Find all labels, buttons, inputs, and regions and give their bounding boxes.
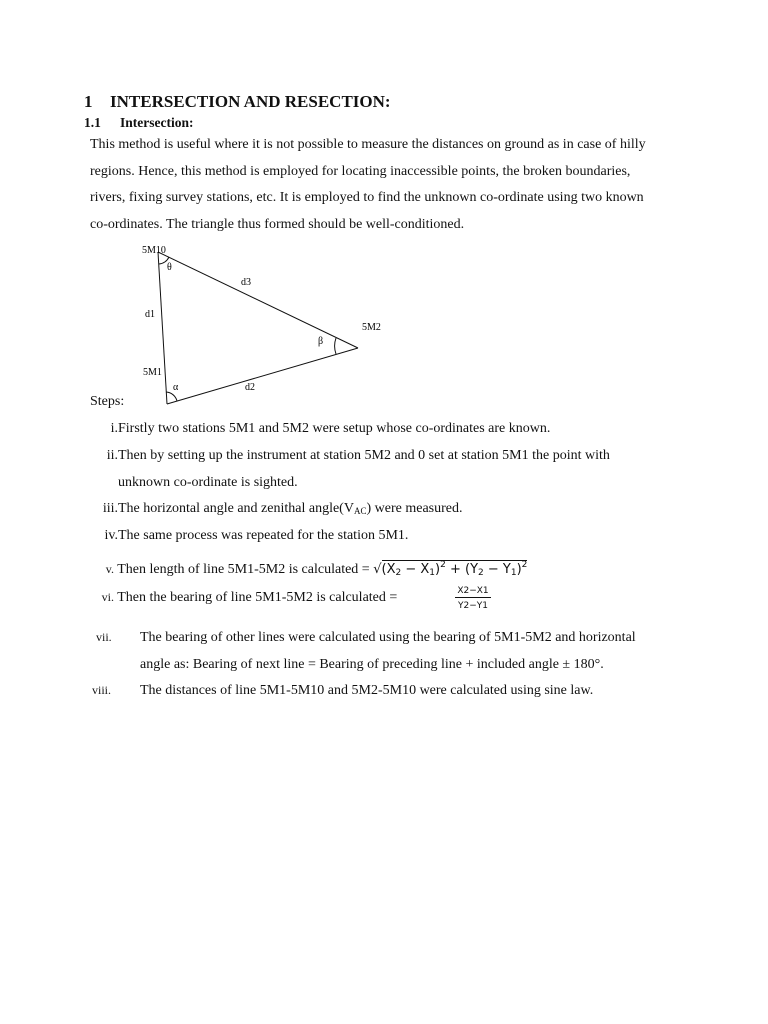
step-text-after: ) were measured. (366, 501, 463, 516)
step-subscript: AC (353, 506, 367, 516)
step-continuation: unknown co-ordinate is sighted. (118, 475, 298, 490)
step-numeral: viii. (92, 683, 112, 697)
side-label-d1: d1 (145, 309, 155, 320)
step-numeral: vi. (101, 590, 114, 604)
paragraph-line: rivers, fixing survey stations, etc. It is employed to find the unknown co-ordinate using two known (90, 190, 644, 205)
step-text: The horizontal angle and zenithal angle(V (118, 501, 354, 516)
side-d2-line (167, 348, 358, 404)
step-numeral: ii. (106, 448, 118, 463)
angle-label-theta: θ (167, 262, 172, 273)
step-numeral: iv. (104, 528, 118, 543)
paragraph-line: This method is useful where it is not possible to measure the distances on ground as in case of hilly (90, 137, 646, 152)
steps-label: Steps: (90, 394, 125, 409)
triangle-diagram (140, 242, 400, 407)
angle-alpha-arc (166, 392, 177, 401)
step-item (100, 448, 610, 464)
step-item (100, 590, 397, 606)
step-text: The same process was repeated for the station 5M1. (118, 528, 409, 543)
angle-beta-arc (335, 338, 336, 354)
step-numeral: i. (110, 421, 118, 436)
step-continuation: angle as: Bearing of next line = Bearing of preceding line + included angle ± 180°. (140, 657, 604, 672)
section-number: 1 (84, 92, 93, 111)
step-item (100, 528, 408, 544)
subsection-heading (84, 115, 193, 131)
station-label-top: 5M10 (142, 245, 166, 256)
step-numeral: iii. (102, 501, 118, 516)
station-label-left: 5M1 (143, 367, 162, 378)
distance-formula: $√(X_2 - X_1)^2 + (Y_2 - Y_1)^2$ (373, 560, 528, 578)
paragraph-line: co-ordinates. The triangle thus formed should be well-conditioned. (90, 216, 465, 232)
step-numeral: vii. (96, 630, 112, 644)
section-heading (84, 92, 391, 112)
paragraph-line: regions. Hence, this method is employed for locating inaccessible points, the broken boundaries, (90, 163, 631, 179)
side-d1-line (158, 252, 167, 404)
step-item (100, 501, 463, 517)
subsection-title: Intersection: (120, 115, 194, 130)
bearing-fraction (455, 586, 491, 611)
step-text: The distances of line 5M1-5M10 and 5M2-5M10 were calculated using sine law. (140, 683, 594, 698)
angle-label-beta: β (318, 336, 324, 347)
step-text: The bearing of other lines were calculated using the bearing of 5M1-5M2 and horizontal (140, 630, 636, 645)
step-item (100, 421, 550, 437)
side-label-d3: d3 (241, 277, 251, 288)
subsection-number: 1.1 (84, 115, 101, 130)
step-numeral: v. (105, 562, 114, 576)
angle-label-alpha: α (173, 382, 179, 393)
step-text: Then by setting up the instrument at station 5M2 and 0 set at station 5M1 the point with (118, 448, 610, 463)
step-text: Then the bearing of line 5M1-5M2 is calculated = (117, 590, 398, 605)
fraction-denominator: Y2−Y1 (458, 601, 488, 611)
step-text: Then length of line 5M1-5M2 is calculated = (117, 562, 374, 577)
fraction-numerator: X2−X1 (455, 586, 491, 598)
step-item (88, 630, 636, 646)
step-item (88, 683, 593, 699)
station-label-right: 5M2 (362, 322, 381, 333)
step-item (100, 560, 527, 578)
intro-paragraph (90, 132, 690, 238)
side-d3-line (158, 252, 358, 348)
side-label-d2: d2 (245, 382, 255, 393)
step-text: Firstly two stations 5M1 and 5M2 were setup whose co-ordinates are known. (118, 421, 551, 436)
section-title: INTERSECTION AND RESECTION: (110, 92, 391, 111)
